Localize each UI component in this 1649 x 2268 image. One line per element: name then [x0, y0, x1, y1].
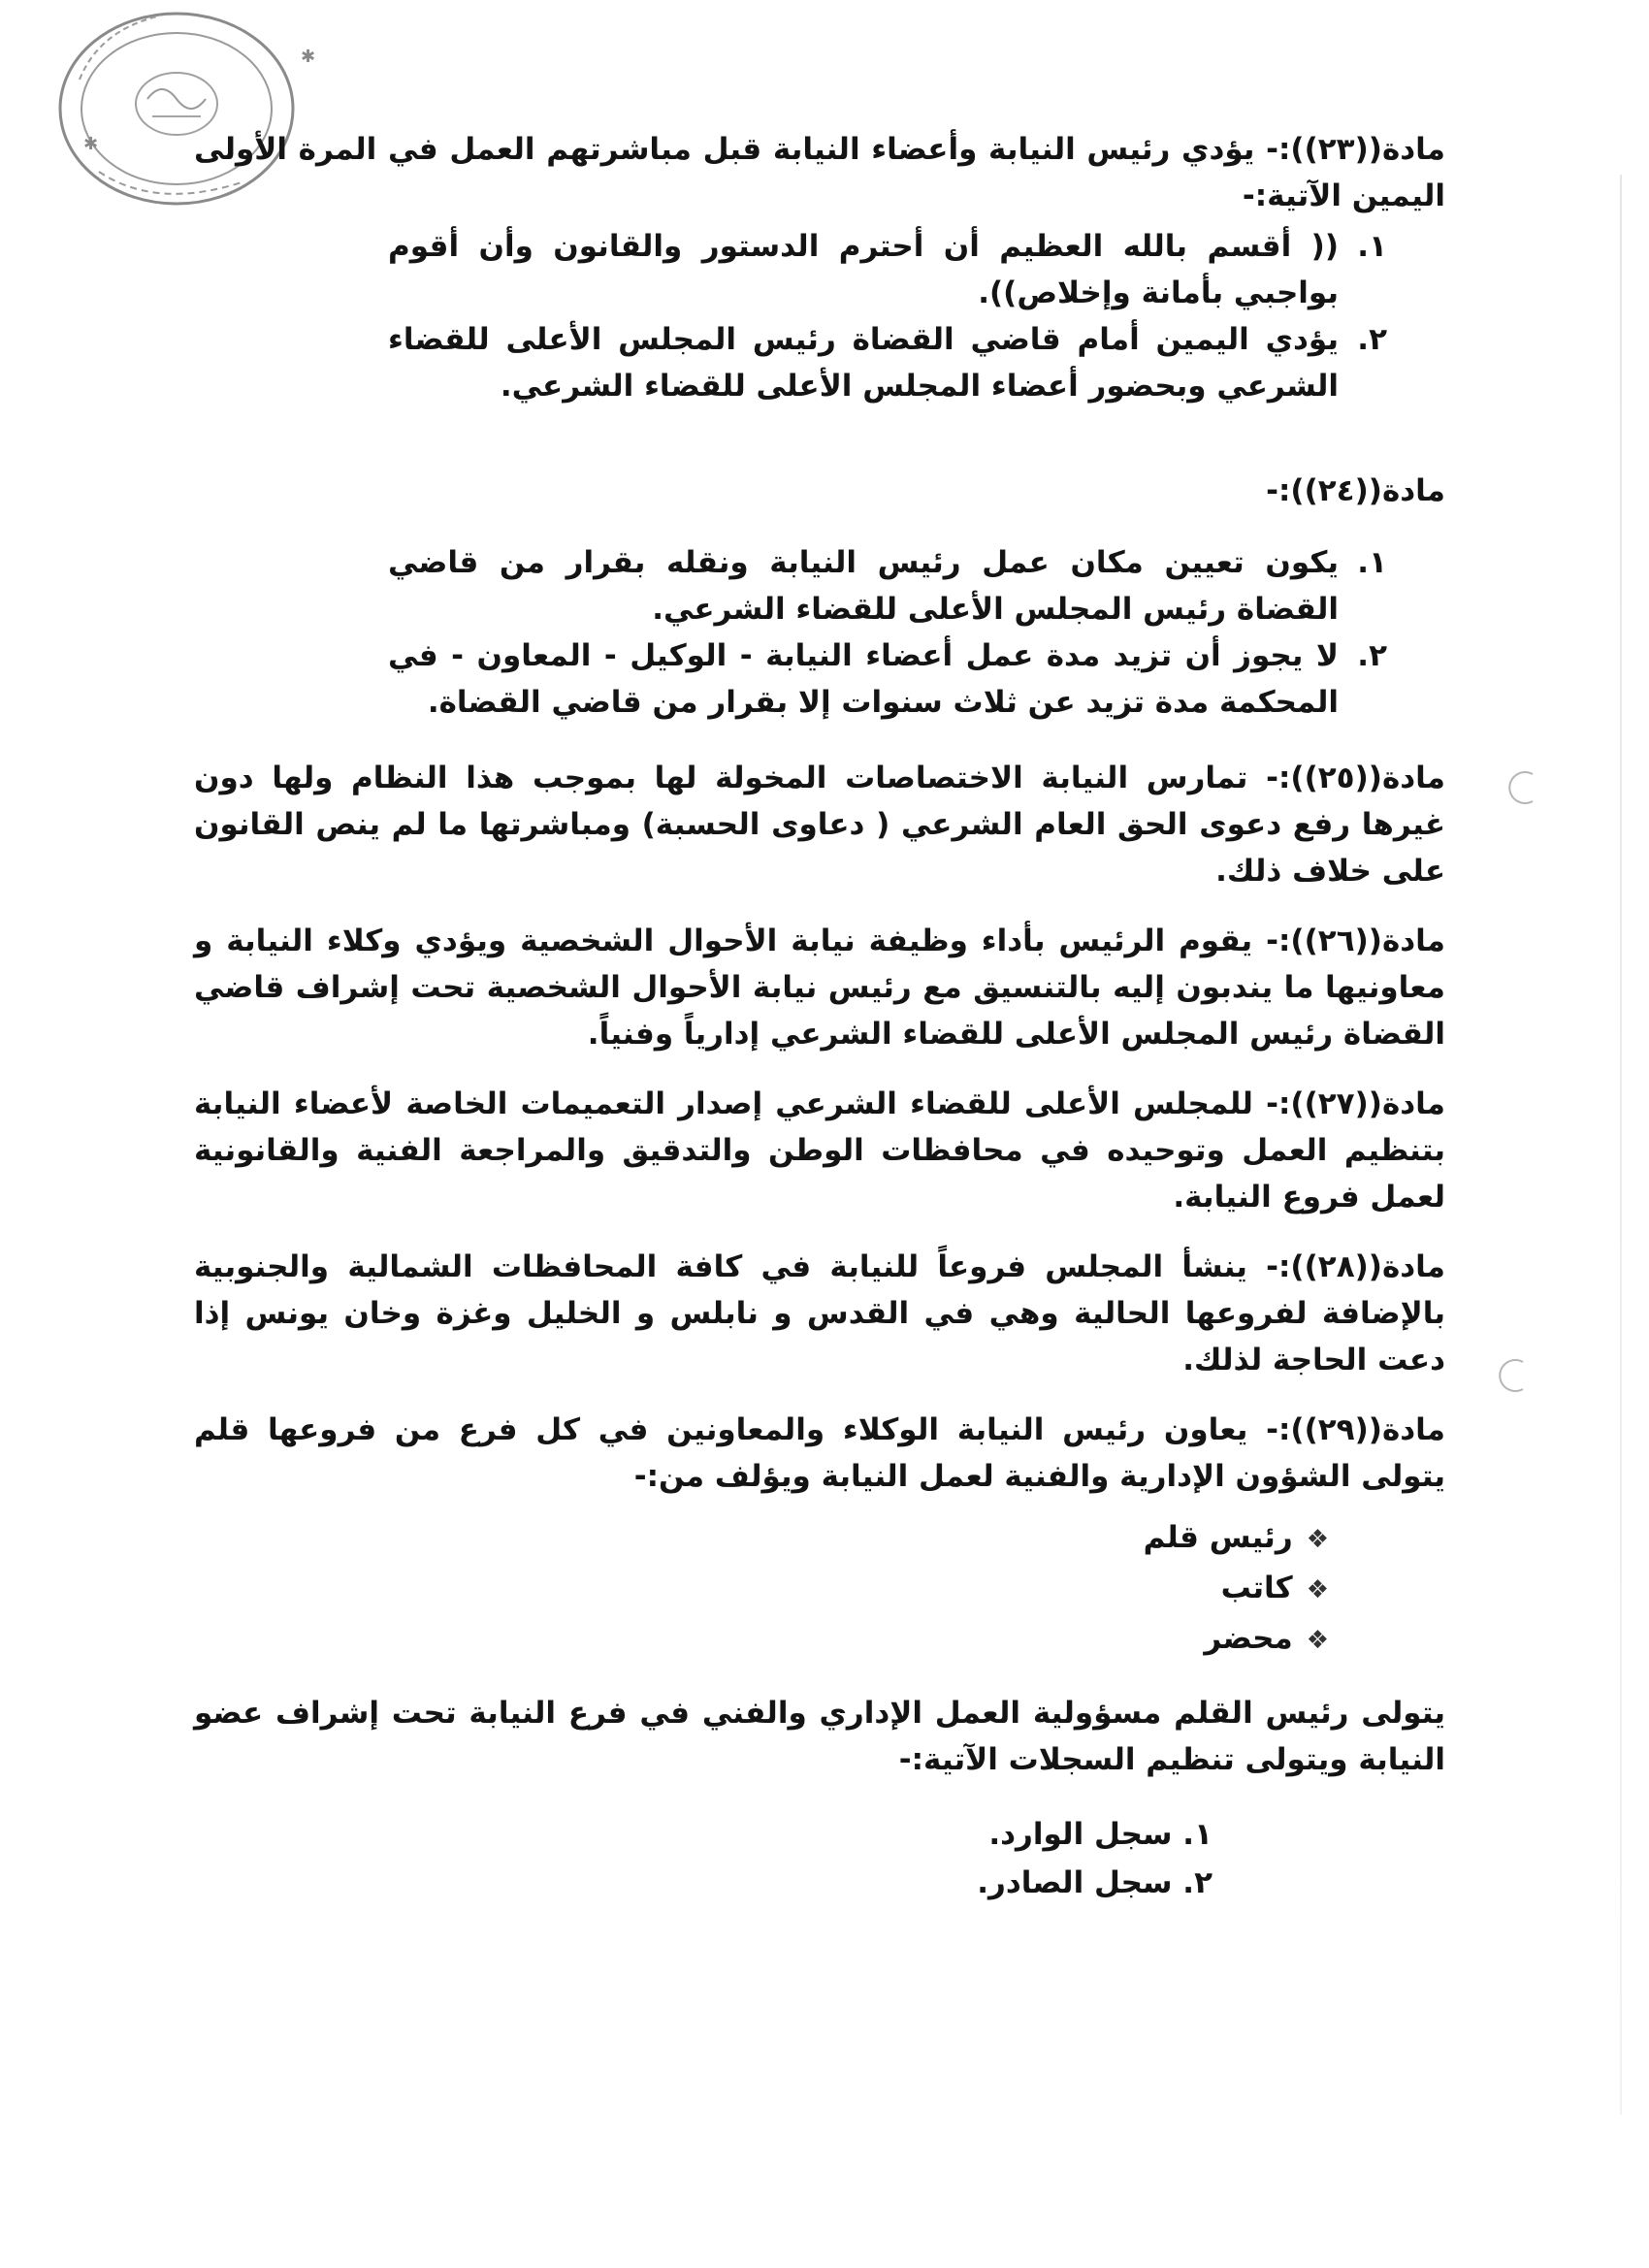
registers-list: [194, 1810, 1445, 1907]
list-item: [194, 1564, 1329, 1614]
article-text: يعاون رئيس النيابة الوكلاء والمعاونين في كل فرع من فروعها قلم يتولى الشؤون الإدارية والفنية لعمل النيابة ويؤلف من:-: [194, 1412, 1445, 1494]
list-item-text: محضر: [1204, 1621, 1293, 1656]
article-24: [194, 468, 1445, 514]
diamond-bullet-icon: ❖: [1306, 1575, 1329, 1604]
article-text: تمارس النيابة الاختصاصات المخولة لها بموجب هذا النظام ولها دون غيرها رفع دعوى الحق العام الشرعي ( دعاوى الحسبة) ومباشرتها ما لم ينص القانون على خلاف ذلك.: [194, 761, 1445, 889]
article-heading: مادة((٢٥)):-: [1266, 761, 1445, 795]
list-item: [194, 1513, 1329, 1564]
article-heading: مادة((٢٩)):-: [1266, 1412, 1445, 1447]
list-item: [388, 632, 1387, 726]
article-25: [194, 755, 1445, 894]
article-heading: مادة((٢٧)):-: [1266, 1086, 1445, 1121]
margin-hole-mark: [1504, 768, 1542, 807]
list-number: ٢.: [1357, 638, 1387, 673]
article-26: [194, 918, 1445, 1057]
list-item-text: يؤدي اليمين أمام قاضي القضاة رئيس المجلس الأعلى للقضاء الشرعي وبحضور أعضاء المجلس الأعلى للقضاء الشرعي.: [388, 322, 1339, 404]
list-item: [194, 1810, 1212, 1859]
list-number: ٢.: [1357, 322, 1387, 357]
article-text: يقوم الرئيس بأداء وظيفة نيابة الأحوال الشخصية ويؤدي وكلاء النيابة و معاونيها ما يندبون إليه بالتنسيق مع رئيس نيابة الأحوال الشخصية تحت إشراف قاضي القضاة رئيس المجلس الأعلى للقضاء الشرعي إدارياً وفنياً.: [194, 923, 1445, 1052]
article-29: [194, 1407, 1445, 1500]
list-item-text: لا يجوز أن تزيد مدة عمل أعضاء النيابة - الوكيل - المعاون - في المحكمة مدة تزيد عن ثلاث سنوات إلا بقرار من قاضي القضاة.: [388, 638, 1339, 720]
pen-staff-list: [194, 1513, 1445, 1665]
list-number: ١.: [1182, 1817, 1212, 1852]
list-item-text: (( أقسم بالله العظيم أن أحترم الدستور والقانون وأن أقوم بواجبي بأمانة وإخلاص)).: [388, 229, 1339, 310]
list-item: [388, 316, 1387, 409]
list-number: ١.: [1357, 229, 1387, 264]
svg-text:✱: ✱: [301, 47, 316, 67]
diamond-bullet-icon: ❖: [1306, 1525, 1329, 1554]
article-23-list: [194, 223, 1445, 409]
scan-edge-line: [1620, 175, 1622, 2115]
article-28: [194, 1244, 1445, 1383]
article-heading: مادة((٢٤)):-: [1266, 473, 1445, 508]
article-24-list: [194, 539, 1445, 726]
list-item: [388, 539, 1387, 632]
list-item: [388, 223, 1387, 316]
pen-head-paragraph: [194, 1690, 1445, 1783]
list-item-text: سجل الصادر.: [977, 1865, 1173, 1900]
article-27: [194, 1081, 1445, 1220]
article-heading: مادة((٢٨)):-: [1266, 1249, 1446, 1284]
list-item-text: يكون تعيين مكان عمل رئيس النيابة ونقله بقرار من قاضي القضاة رئيس المجلس الأعلى للقضاء الشرعي.: [388, 545, 1339, 627]
article-text: يؤدي رئيس النيابة وأعضاء النيابة قبل مباشرتهم العمل في المرة الأولى اليمين الآتية:-: [194, 132, 1445, 213]
margin-hole-mark: [1494, 1356, 1533, 1395]
paragraph-text: يتولى رئيس القلم مسؤولية العمل الإداري والفني في فرع النيابة تحت إشراف عضو النيابة ويتولى تنظيم السجلات الآتية:-: [194, 1696, 1445, 1777]
svg-text:✱: ✱: [83, 134, 99, 154]
list-number: ١.: [1357, 545, 1387, 580]
list-item-text: كاتب: [1220, 1571, 1293, 1605]
list-item: [194, 1859, 1212, 1907]
list-item-text: رئيس قلم: [1143, 1520, 1293, 1555]
article-text: للمجلس الأعلى للقضاء الشرعي إصدار التعميمات الخاصة لأعضاء النيابة بتنظيم العمل وتوحيده في محافظات الوطن والتدقيق والمراجعة الفنية والقانونية لعمل فروع النيابة.: [194, 1086, 1445, 1215]
list-number: ٢.: [1182, 1865, 1212, 1900]
document-body: [194, 126, 1445, 1907]
list-item-text: سجل الوارد.: [988, 1817, 1173, 1852]
diamond-bullet-icon: ❖: [1306, 1626, 1329, 1655]
article-heading: مادة((٢٦)):-: [1266, 923, 1446, 958]
list-item: [194, 1614, 1329, 1665]
article-text: ينشأ المجلس فروعاً للنيابة في كافة المحافظات الشمالية والجنوبية بالإضافة لفروعها الحالية وهي في القدس و نابلس و الخليل وغزة وخان يونس إذا دعت الحاجة لذلك.: [194, 1249, 1445, 1377]
article-heading: مادة((٢٣)):-: [1266, 132, 1445, 167]
article-23: [194, 126, 1445, 219]
